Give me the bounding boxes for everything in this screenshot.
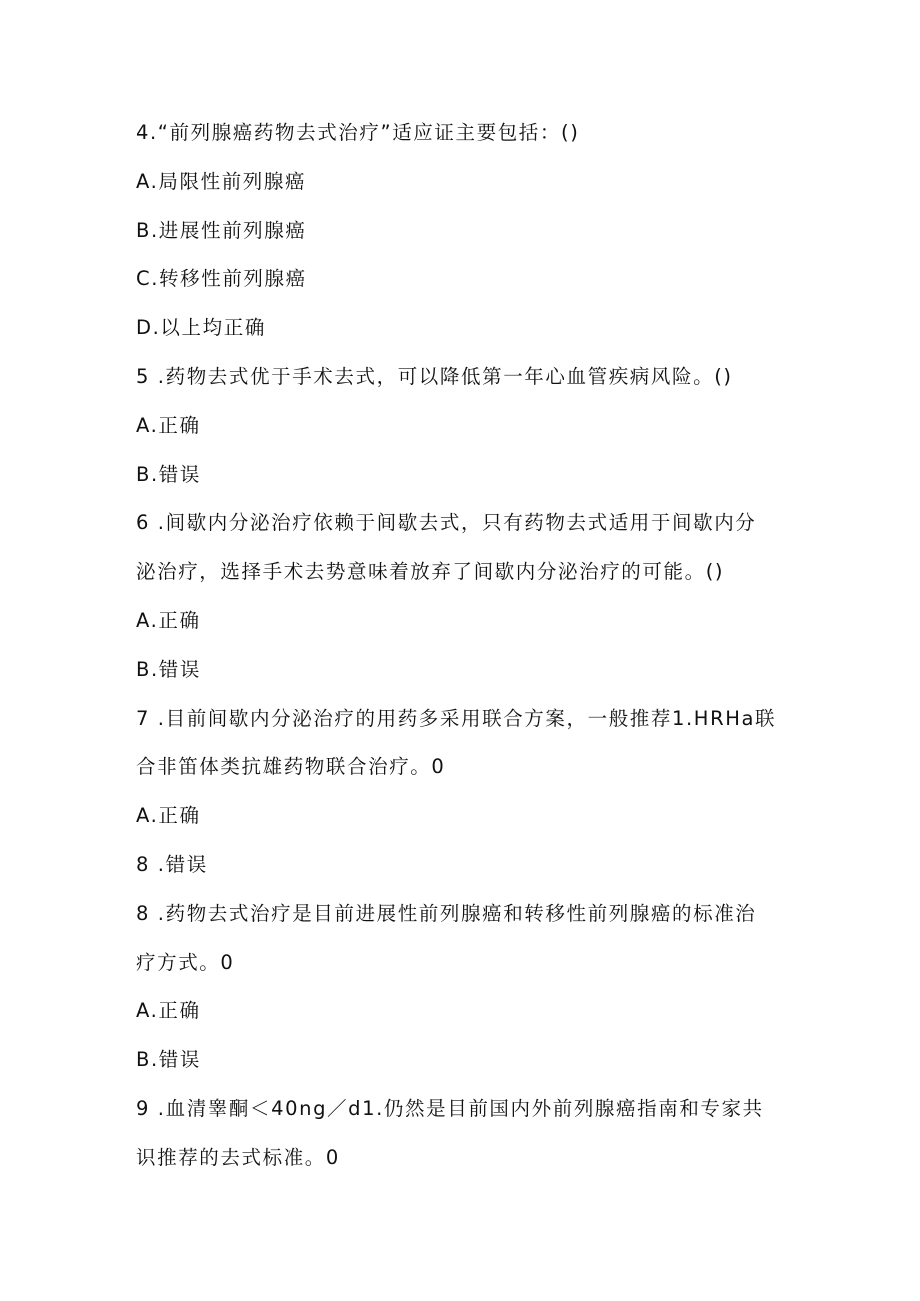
question-5-option-b: B.错误 xyxy=(136,462,201,486)
question-7-stem-line-1: 7 .目前间歇内分泌治疗的用药多采用联合方案，一般推荐1.HRHa联 xyxy=(136,706,777,730)
question-5-option-a: A.正确 xyxy=(136,413,201,437)
question-9-stem-line-2: 识推荐的去式标准。0 xyxy=(136,1145,340,1169)
question-4-option-d: D.以上均正确 xyxy=(136,316,266,340)
question-4-stem: 4.“前列腺癌药物去式治疗”适应证主要包括：() xyxy=(136,121,580,144)
question-8-option-b: B.错误 xyxy=(136,1048,201,1072)
question-4-option-a: A.局限性前列腺癌 xyxy=(136,169,307,193)
question-7-option-b: 8 .错误 xyxy=(136,852,208,876)
question-8-stem-line-1: 8 .药物去式治疗是目前进展性前列腺癌和转移性前列腺癌的标准治 xyxy=(136,901,757,925)
question-8-stem-line-2: 疗方式。0 xyxy=(136,950,235,974)
question-6-stem-line-1: 6 .间歇内分泌治疗依赖于间歇去式，只有药物去式适用于间歇内分 xyxy=(136,511,757,535)
question-5-stem: 5 .药物去式优于手术去式，可以降低第一年心血管疾病风险。() xyxy=(136,364,733,388)
question-6-option-a: A.正确 xyxy=(136,608,201,632)
question-6-stem-line-2: 泌治疗，选择手术去势意味着放弃了间歇内分泌治疗的可能。() xyxy=(136,560,725,584)
document-page xyxy=(136,109,836,1183)
question-4-option-c: C.转移性前列腺癌 xyxy=(136,267,307,291)
question-6-option-b: B.错误 xyxy=(136,657,201,681)
question-9-stem-line-1: 9 .血清睾酮＜40ng／d1.仍然是目前国内外前列腺癌指南和专家共 xyxy=(136,1096,764,1120)
question-8-option-a: A.正确 xyxy=(136,999,201,1023)
question-7-option-a: A.正确 xyxy=(136,804,201,828)
question-7-stem-line-2: 合非笛体类抗雄药物联合治疗。0 xyxy=(136,755,446,779)
question-4-option-b: B.进展性前列腺癌 xyxy=(136,218,307,242)
